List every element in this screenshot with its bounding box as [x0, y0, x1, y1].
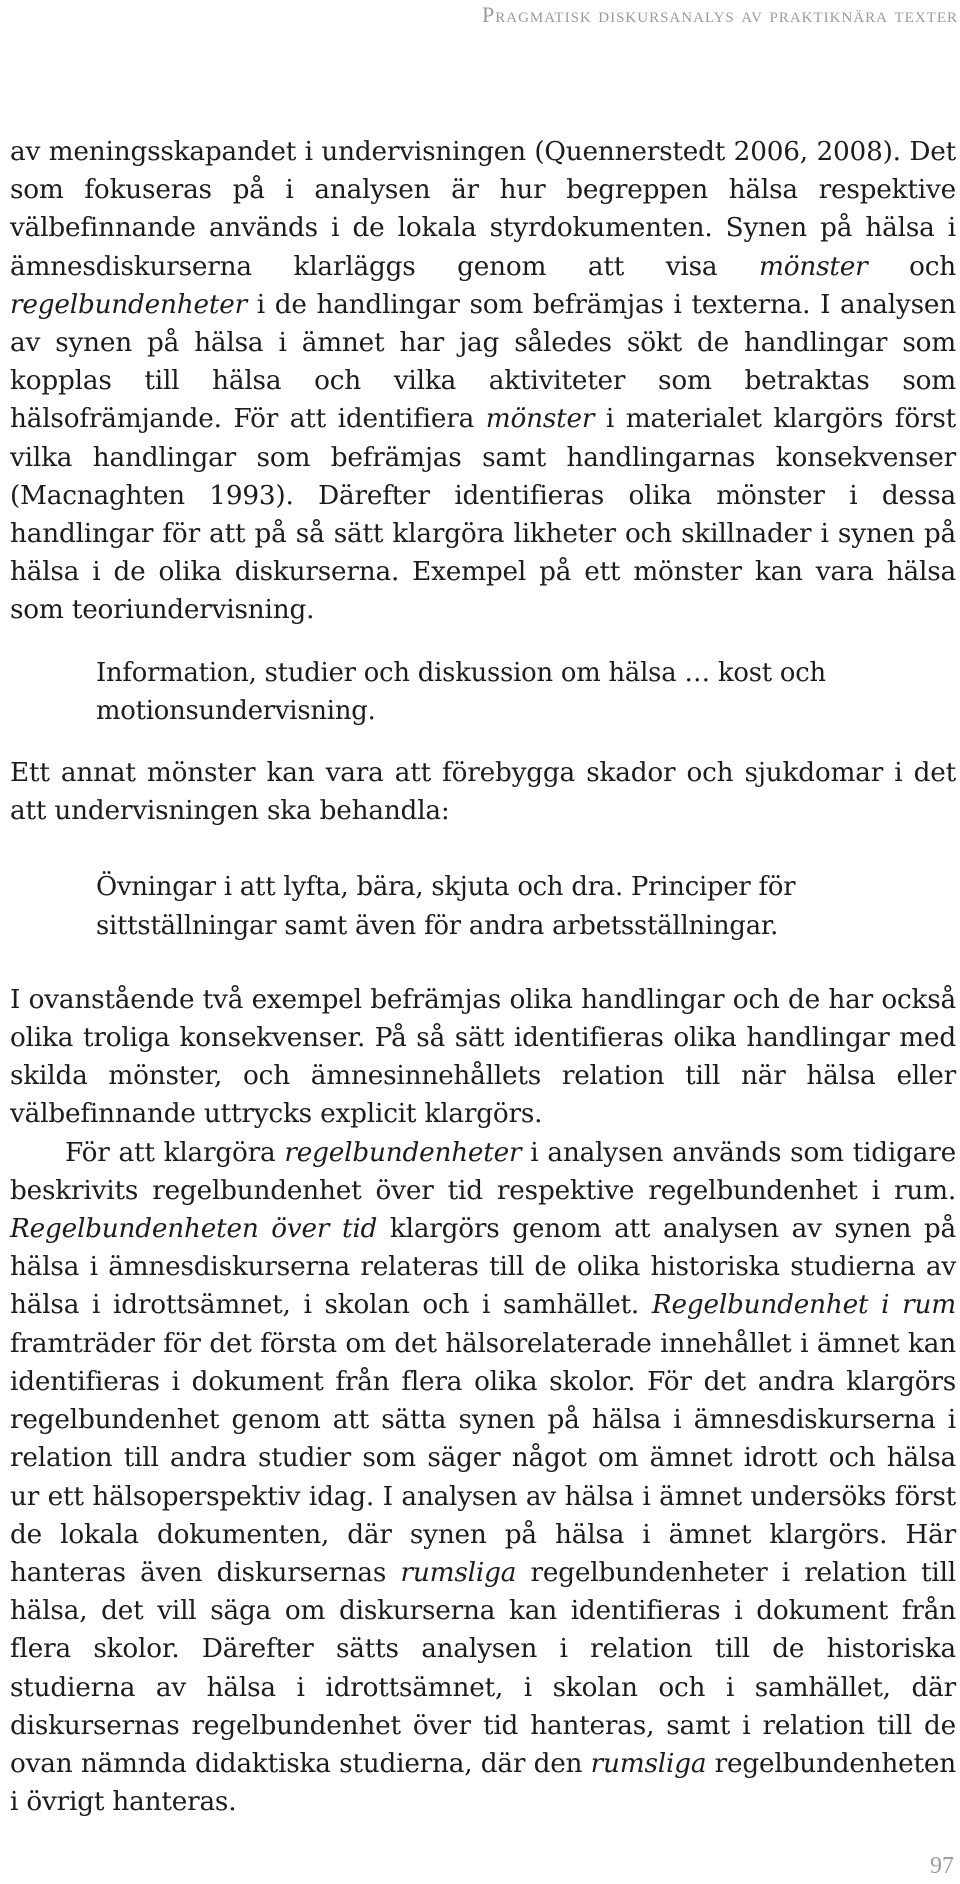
text-run: i de handlingar som befrämjas i texterna. I analysen av synen på hälsa i ämnet har jag således sökt de handlingar som kopplas till hälsa och vilka aktiviteter som betraktas som hälsofrämjande. För att identifiera	[10, 289, 956, 435]
text-run: regelbundenheter i relation till hälsa, det vill säga om diskurserna kan identifieras i dokument från flera skolor. Därefter sätts analysen i relation till de historiska studierna av hälsa i idrottsämnet, i skolan och i samhället, där diskursernas regelbundenhet över tid hanteras, samt i relation till de ovan nämnda didaktiska studierna, där den	[10, 1557, 956, 1779]
text-run: klargörs genom att analysen av synen på hälsa i ämnesdiskurserna relateras till de olika historiska studierna av hälsa i idrottsämnet, i skolan och i samhället.	[10, 1214, 957, 1321]
paragraph-1	[10, 133, 956, 630]
page-number: 97	[930, 1853, 954, 1879]
emphasis: regelbundenheter	[10, 289, 247, 320]
text-run: och	[867, 251, 956, 282]
emphasis: Regelbundenhet i rum	[651, 1290, 956, 1321]
text-run: För att klargöra	[65, 1137, 285, 1168]
text-run: av meningsskapandet i undervisningen (Quennerstedt 2006, 2008). Det som fokuseras på i analysen är hur begreppen hälsa respektive välbefinnande används i de lokala styrdokumenten. Synen på hälsa i ämnesdiskurserna klarläggs genom att visa	[10, 137, 956, 282]
block-quote-1: Information, studier och diskussion om hälsa … kost och motionsundervisning.	[96, 657, 826, 726]
text-run: i analysen används som tidigare beskrivits regelbundenhet över tid respektive regelbundenhet i rum.	[10, 1137, 956, 1206]
block-quote-2: Övningar i att lyfta, bära, skjuta och dra. Principer för sittställningar samt även för andra arbetsställningar.	[96, 872, 796, 941]
body-text	[10, 133, 956, 1821]
running-head: Pragmatisk diskursanalys av praktiknära texter	[482, 2, 958, 27]
paragraph-4	[10, 1134, 956, 1822]
emphasis: regelbundenheter	[284, 1137, 522, 1168]
emphasis: mönster	[758, 251, 868, 282]
emphasis: mönster	[485, 404, 595, 435]
text-run: regelbundenheten i övrigt hanteras.	[10, 1748, 956, 1818]
text-run: framträder för det första om det hälsorelaterade innehållet i ämnet kan identifieras i dokument från flera olika skolor. För det andra klargörs regelbundenhet genom att sätta synen på hälsa i ämnesdiskurserna i relation till andra studier som säger något om ämnet idrott och hälsa ur ett hälsoperspektiv idag. I analysen av hälsa i ämnet undersöks först de lokala dokumenten, där synen på hälsa i ämnet klargörs. Här hanteras även diskursernas	[10, 1328, 956, 1588]
emphasis: Regelbundenheten över tid	[10, 1214, 378, 1245]
paragraph-2: Ett annat mönster kan vara att förebygga skador och sjukdomar i det att undervisningen ska behandla:	[10, 758, 956, 827]
paragraph-3: I ovanstående två exempel befrämjas olika handlingar och de har också olika troliga konsekvenser. På så sätt identifieras olika handlingar med skilda mönster, och ämnesinnehållets relation till när hälsa eller välbefinnande uttrycks explicit klargörs.	[10, 984, 956, 1130]
text-run: i materialet klargörs först vilka handlingar som befrämjas samt handlingarnas konsekvenser (Macnaghten 1993). Därefter identifieras olika mönster i dessa handlingar för att på så sätt klargöra likheter och skillnader i synen på hälsa i de olika diskurserna. Exempel på ett mönster kan vara hälsa som teoriundervisning.	[10, 404, 957, 626]
emphasis: rumsliga	[400, 1557, 517, 1588]
emphasis: rumsliga	[590, 1748, 707, 1779]
